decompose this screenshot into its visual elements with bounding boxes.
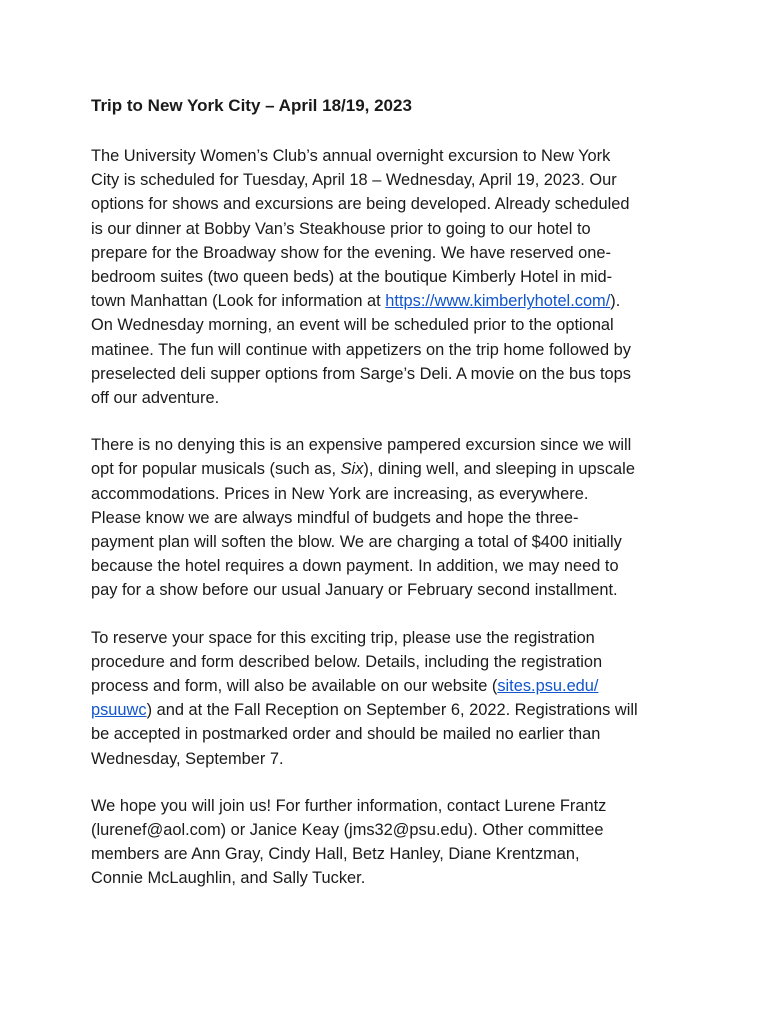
paragraph-registration <box>91 626 691 771</box>
text-line: payment plan will soften the blow. We are charging a total of $400 initially <box>91 533 622 552</box>
document-content <box>91 94 691 914</box>
text-line <box>91 674 691 698</box>
text-line: procedure and form described below. Details, including the registration <box>91 652 603 671</box>
show-title-six: Six <box>340 460 364 479</box>
text-segment: town Manhattan (Look for information at <box>91 292 386 311</box>
document-title: Trip to New York City – April 18/19, 2023 <box>91 96 412 115</box>
text-line: off our adventure. <box>91 389 220 408</box>
text-line: There is no denying this is an expensive pampered excursion since we will <box>91 436 632 455</box>
text-line: options for shows and excursions are being developed. Already scheduled <box>91 195 630 214</box>
text-line: Wednesday, September 7. <box>91 749 284 768</box>
text-line: is our dinner at Bobby Van’s Steakhouse prior to going to our hotel to <box>91 219 591 238</box>
text-line: The University Women’s Club’s annual overnight excursion to New York <box>91 147 611 165</box>
text-line: accommodations. Prices in New York are increasing, as everywhere. <box>91 484 589 503</box>
website-link-part2[interactable]: psuuwc <box>91 701 147 720</box>
text-line: On Wednesday morning, an event will be scheduled prior to the optional <box>91 316 614 335</box>
text-line <box>91 698 691 722</box>
text-line: City is scheduled for Tuesday, April 18 – Wednesday, April 19, 2023. Our <box>91 171 617 190</box>
text-segment: ), dining well, and sleeping in upscale <box>363 460 635 479</box>
text-segment: opt for popular musicals (such as, <box>91 460 341 479</box>
text-line: prepare for the Broadway show for the evening. We have reserved one- <box>91 243 611 262</box>
text-line: Please know we are always mindful of budgets and hope the three- <box>91 508 579 527</box>
paragraph-cost <box>91 433 691 602</box>
kimberly-hotel-link[interactable]: https://www.kimberlyhotel.com/ <box>385 292 611 311</box>
text-segment: ). <box>610 292 621 311</box>
text-line: Connie McLaughlin, and Sally Tucker. <box>91 869 366 888</box>
text-line <box>91 457 691 481</box>
text-line <box>91 289 691 313</box>
text-line: bedroom suites (two queen beds) at the boutique Kimberly Hotel in mid- <box>91 268 613 287</box>
website-link-part1[interactable]: sites.psu.edu/ <box>497 677 599 696</box>
text-line: members are Ann Gray, Cindy Hall, Betz Hanley, Diane Krentzman, <box>91 845 580 864</box>
paragraph-contacts <box>91 794 691 891</box>
text-line: matinee. The fun will continue with appetizers on the trip home followed by <box>91 340 631 359</box>
text-line: be accepted in postmarked order and should be mailed no earlier than <box>91 725 601 744</box>
text-line: We hope you will join us! For further information, contact Lurene Frantz <box>91 796 607 815</box>
text-line: pay for a show before our usual January or February second installment. <box>91 581 618 600</box>
text-line: preselected deli supper options from Sarge’s Deli. A movie on the bus tops <box>91 364 631 383</box>
text-segment: process and form, will also be available on our website ( <box>91 677 498 696</box>
text-segment: ) and at the Fall Reception on September 6, 2022. Registrations will <box>146 701 638 720</box>
paragraph-trip-overview <box>91 144 691 410</box>
text-line: To reserve your space for this exciting trip, please use the registration <box>91 628 595 647</box>
text-line: (lurenef@aol.com) or Janice Keay (jms32@psu.edu). Other committee <box>91 821 604 840</box>
text-line: because the hotel requires a down payment. In addition, we may need to <box>91 557 619 576</box>
